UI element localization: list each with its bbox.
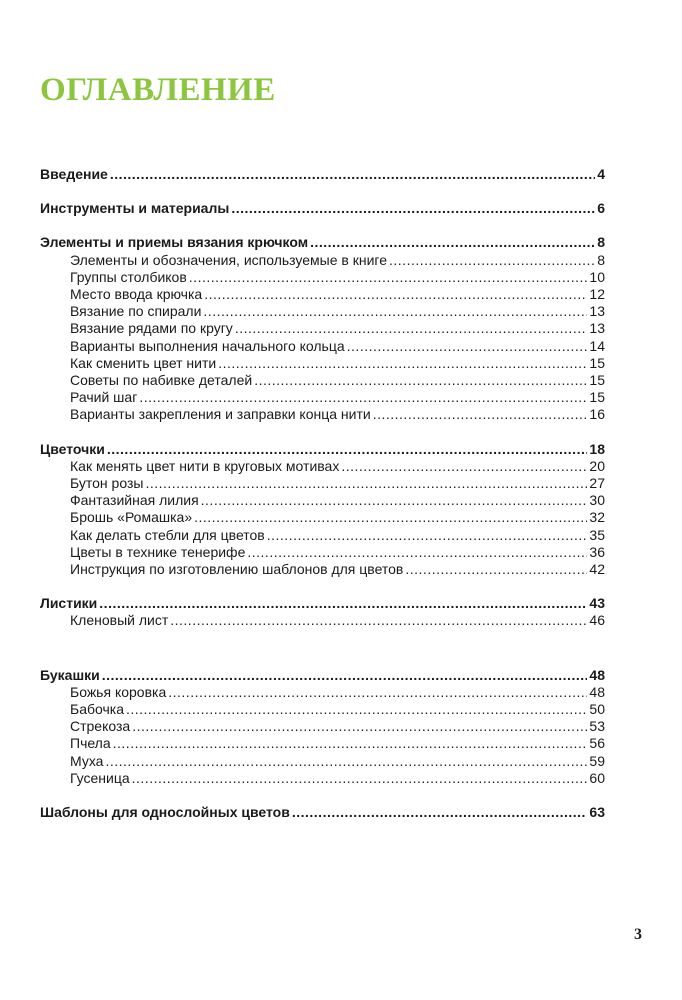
toc-entry-title: Бутон розы: [70, 475, 144, 492]
toc-entry-title: Божья коровка: [70, 683, 167, 700]
toc-subentry[interactable]: [40, 701, 605, 718]
toc-entry-title: Пчела: [70, 735, 111, 752]
toc-entry-page: 48: [589, 666, 605, 683]
toc-subentry[interactable]: [40, 303, 605, 320]
toc-entry-page: 20: [589, 457, 605, 474]
dot-leader: [231, 200, 595, 217]
dot-leader: [105, 753, 587, 770]
dot-leader: [110, 166, 595, 183]
toc-entry-title: Элементы и обозначения, используемые в книге: [70, 251, 388, 268]
toc-entry-title: Букашки: [40, 666, 100, 683]
toc-entry-page: 59: [589, 752, 605, 769]
toc-entry-title: Инструкция по изготовлению шаблонов для цветов: [70, 561, 404, 578]
toc-entry-title: Брошь «Ромашка»: [70, 509, 193, 526]
toc-entry-page: 12: [589, 286, 605, 303]
dot-leader: [168, 684, 587, 701]
dot-leader: [132, 770, 588, 787]
dot-leader: [132, 718, 587, 735]
toc-entry-tools[interactable]: [40, 200, 605, 217]
toc-entry-leaves[interactable]: [40, 595, 605, 612]
toc-entry-elements[interactable]: [40, 234, 605, 251]
toc-subentry[interactable]: [40, 338, 605, 355]
toc-entry-page: 32: [589, 509, 605, 526]
dot-leader: [170, 612, 587, 629]
dot-leader: [126, 701, 587, 718]
toc-subentry[interactable]: [40, 509, 605, 526]
toc-entry-title: Как сменить цвет нити: [70, 354, 217, 371]
toc-subentry[interactable]: [40, 684, 605, 701]
dot-leader: [310, 234, 595, 251]
toc-subentry[interactable]: [40, 527, 605, 544]
toc-subentry[interactable]: [40, 735, 605, 752]
dot-leader: [139, 389, 587, 406]
toc-entry-title: Советы по набивке деталей: [70, 372, 253, 389]
page-title: ОГЛАВЛЕНИЕ: [40, 72, 276, 108]
toc-entry-title: Листики: [40, 595, 98, 612]
toc-entry-page: 56: [589, 735, 605, 752]
toc-entry-page: 27: [589, 475, 605, 492]
toc-entry-page: 43: [589, 595, 605, 612]
toc-entry-title: Вязание рядами по кругу: [70, 320, 233, 337]
toc-entry-title: Варианты закрепления и заправки конца нити: [70, 406, 371, 423]
toc-entry-title: Рачий шаг: [70, 389, 138, 406]
toc-entry-page: 50: [589, 701, 605, 718]
toc-subentry[interactable]: [40, 753, 605, 770]
dot-leader: [235, 320, 588, 337]
toc-entry-title: Гусеница: [70, 769, 130, 786]
toc-subentry[interactable]: [40, 372, 605, 389]
dot-leader: [107, 441, 588, 458]
dot-leader: [267, 527, 588, 544]
toc-entry-page: 13: [589, 303, 605, 320]
toc-entry-title: Элементы и приемы вязания крючком: [40, 234, 309, 251]
toc-entry-page: 15: [589, 389, 605, 406]
toc-entry-title: Цветочки: [40, 440, 105, 457]
toc-subentry[interactable]: [40, 406, 605, 423]
toc-entry-page: 14: [589, 337, 605, 354]
dot-leader: [373, 406, 588, 423]
toc-entry-page: 10: [589, 268, 605, 285]
toc-subentry[interactable]: [40, 492, 605, 509]
toc-entry-page: 46: [589, 612, 605, 629]
toc-subentry[interactable]: [40, 718, 605, 735]
toc-entry-page: 18: [589, 440, 605, 457]
toc-entry-page: 15: [589, 354, 605, 371]
toc-entry-title: Как менять цвет нити в круговых мотивах: [70, 457, 340, 474]
toc-entry-title: Шаблоны для однослойных цветов: [40, 804, 290, 821]
dot-leader: [218, 355, 587, 372]
dot-leader: [203, 303, 587, 320]
toc-entry-title: Группы столбиков: [70, 268, 187, 285]
toc-subentry[interactable]: [40, 475, 605, 492]
page-number: 3: [634, 926, 642, 943]
toc-entry-page: 60: [589, 769, 605, 786]
toc-subentry[interactable]: [40, 612, 605, 629]
toc-entry-flowers[interactable]: [40, 441, 605, 458]
toc-entry-title: Муха: [70, 752, 104, 769]
toc-subentry[interactable]: [40, 252, 605, 269]
toc-entry-page: 63: [589, 804, 605, 821]
dot-leader: [189, 269, 588, 286]
dot-leader: [204, 286, 587, 303]
dot-leader: [99, 595, 587, 612]
toc-entry-page: 4: [597, 166, 605, 182]
toc-entry-intro[interactable]: [40, 166, 605, 183]
toc-subentry[interactable]: [40, 355, 605, 372]
toc-entry-page: 16: [589, 406, 605, 423]
dot-leader: [292, 804, 588, 821]
dot-leader: [254, 372, 587, 389]
toc-entry-page: 6: [597, 200, 605, 217]
toc-entry-page: 13: [589, 320, 605, 337]
dot-leader: [389, 252, 595, 269]
dot-leader: [405, 561, 587, 578]
toc-entry-page: 35: [589, 526, 605, 543]
toc-entry-title: Бабочка: [70, 701, 124, 718]
toc-entry-page: 48: [589, 683, 605, 700]
toc-entry-title: Инструменты и материалы: [40, 200, 230, 217]
dot-leader: [247, 544, 587, 561]
toc-entry-page: 36: [589, 543, 605, 560]
toc-subentry[interactable]: [40, 320, 605, 337]
toc-entry-templates[interactable]: [40, 804, 605, 821]
toc-entry-page: 8: [597, 234, 605, 251]
toc-subentry[interactable]: [40, 561, 605, 578]
dot-leader: [341, 458, 587, 475]
dot-leader: [113, 735, 588, 752]
toc-entry-page: 30: [589, 492, 605, 509]
toc-entry-title: Варианты выполнения начального кольца: [70, 337, 345, 354]
toc-subentry[interactable]: [40, 389, 605, 406]
dot-leader: [102, 667, 588, 684]
toc-entry-title: Вязание по спирали: [70, 303, 202, 320]
dot-leader: [347, 338, 588, 355]
toc-entry-page: 8: [597, 251, 605, 268]
toc-subentry[interactable]: [40, 770, 605, 787]
toc-entry-title: Введение: [40, 166, 108, 182]
toc-subentry[interactable]: [40, 544, 605, 561]
toc-entry-page: 53: [589, 718, 605, 735]
toc-entry-title: Как делать стебли для цветов: [70, 526, 265, 543]
toc-entry-title: Цветы в технике тенерифе: [70, 543, 246, 560]
toc-subentry[interactable]: [40, 269, 605, 286]
toc-entry-title: Фантазийная лилия: [70, 492, 199, 509]
toc-entry-title: Кленовый лист: [70, 612, 169, 629]
toc-entry-page: 15: [589, 372, 605, 389]
toc-entry-page: 42: [589, 561, 605, 578]
toc-subentry[interactable]: [40, 286, 605, 303]
toc-subentry[interactable]: [40, 458, 605, 475]
dot-leader: [145, 475, 587, 492]
dot-leader: [194, 509, 587, 526]
toc-entry-title: Место ввода крючка: [70, 286, 203, 303]
dot-leader: [201, 492, 588, 509]
table-of-contents: [40, 166, 605, 821]
toc-entry-title: Стрекоза: [70, 718, 131, 735]
toc-entry-bugs[interactable]: [40, 667, 605, 684]
